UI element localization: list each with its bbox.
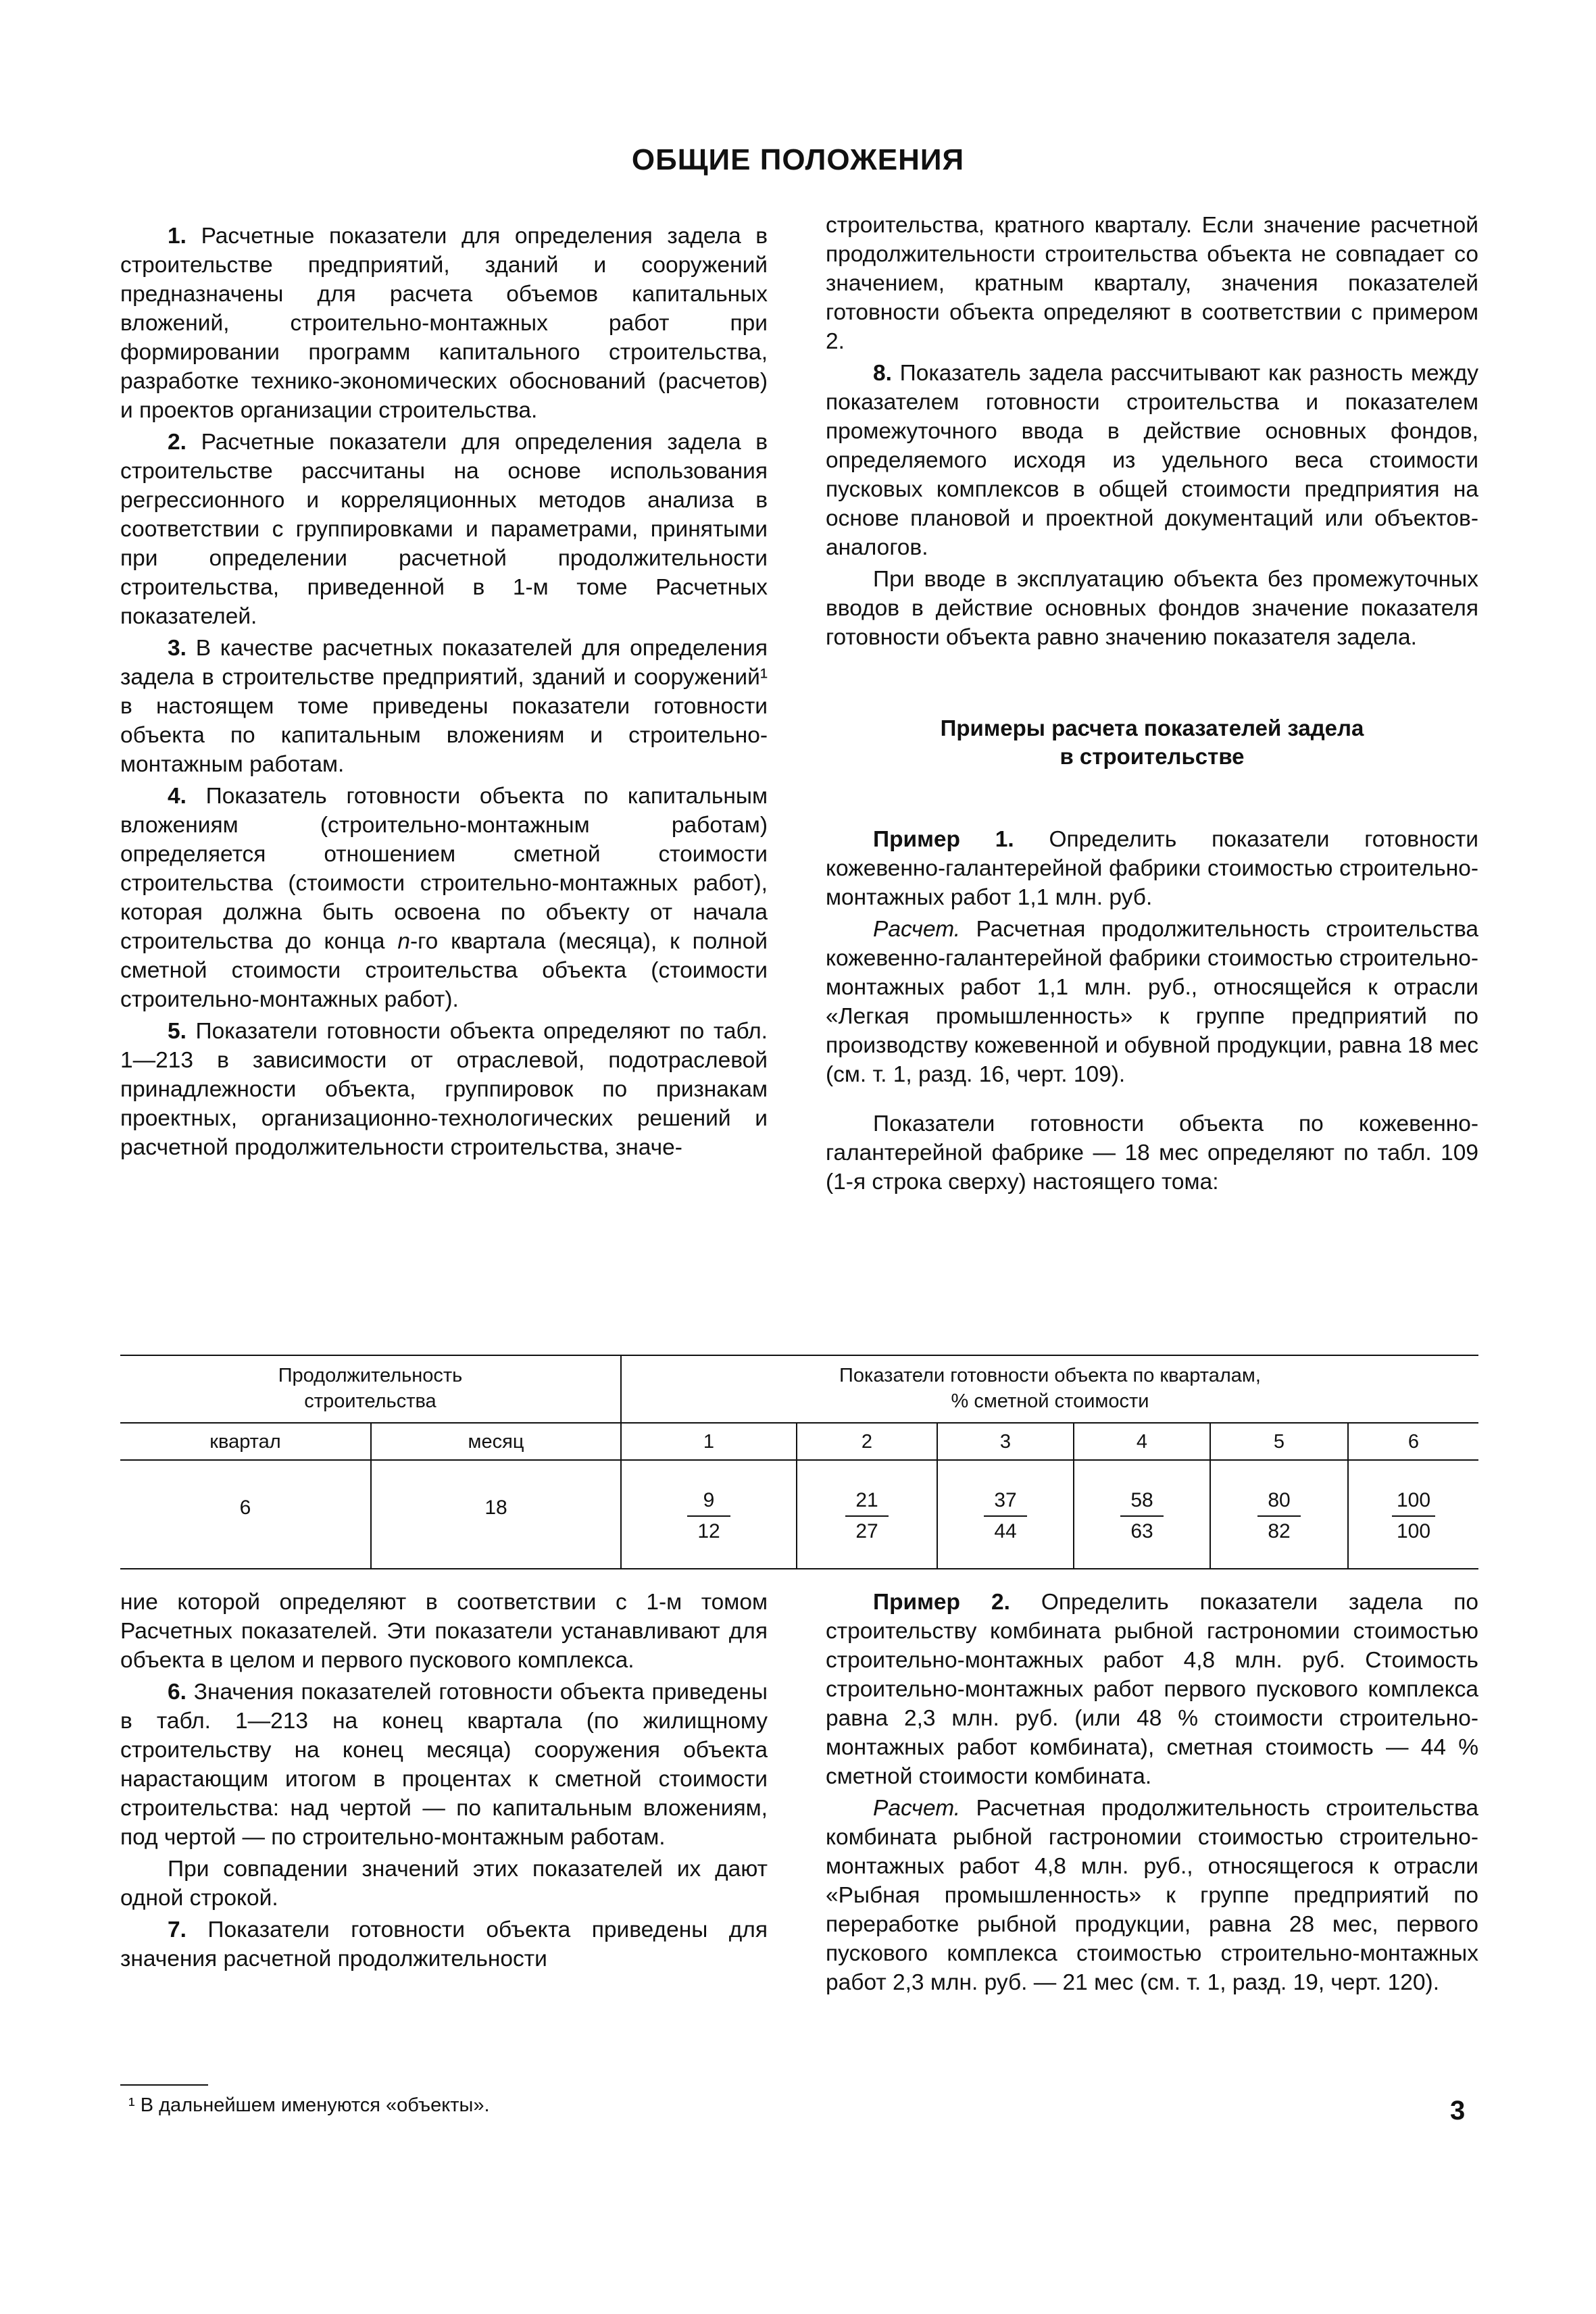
header-q3: 3 [999, 1431, 1012, 1453]
cell-q6: 100 100 [1373, 1488, 1454, 1544]
cell-quarter: 6 [239, 1496, 251, 1519]
paragraph-5: 5. Показатели готовности объекта определяют по табл. 1—213 в зависимости от отраслевой, подотраслевой принадлежности объекта, группировок по признакам проектных, организационно-технологических решений и расчетной продолжительности строительства, значе- [120, 1019, 768, 1160]
paragraph-3: 3. В качестве расчетных показателей для определения задела в строительстве предприятий, зданий и сооружений¹ в настоящем томе приведены показатели готовности объекта по капитальным вложениям и строительно-монтажным работам. [120, 636, 768, 777]
examples-heading: Примеры расчета показателей задела в строительстве [940, 715, 1364, 769]
paragraph-no-intermediate: При вводе в эксплуатацию объекта без промежуточных вводов в действие основных фондов значение показателя готовности объекта равно значению показателя задела. [826, 567, 1478, 650]
header-q5: 5 [1273, 1431, 1285, 1453]
right-column-bottom [826, 1588, 1478, 2000]
cell-q3: 37 44 [965, 1488, 1046, 1544]
cell-q5: 80 82 [1239, 1488, 1320, 1544]
header-duration: Продолжительность строительства [278, 1365, 463, 1412]
header-month: месяц [468, 1431, 524, 1453]
left-column-bottom [120, 1588, 768, 1976]
left-column-top [120, 222, 768, 1165]
paragraph-5-continued: ние которой определяют в соответствии с 1-м томом Расчетных показателей. Эти показатели устанавливают для объекта в целом и первого пускового комплекса. [120, 1590, 768, 1673]
cell-q1: 9 12 [668, 1488, 749, 1544]
paragraph-1: 1. Расчетные показатели для определения задела в строительстве предприятий, зданий и сооружений предназначены для расчета объемов капитальных вложений, строительно-монтажных работ при формировании программ капитального строительства, разработке технико-экономических обоснований (расчетов) и проектов организации строительства. [120, 224, 768, 423]
paragraph-6: 6. Значения показателей готовности объекта приведены в табл. 1—213 на конец квартала (по жилищному строительству на конец месяца) сооружения объекта нарастающим итогом в процентах к сметной стоимости строительства: над чертой — по капитальным вложениям, под чертой — по строительно-монтажным работам. [120, 1680, 768, 1850]
header-q4: 4 [1136, 1431, 1148, 1453]
header-q2: 2 [861, 1431, 873, 1453]
example-2: Пример 2. Определить показатели задела по строительству комбината рыбной гастрономии стоимостью строительно-монтажных работ 4,8 млн. руб. Стоимость строительно-монтажных работ первого пускового комплекса равна 2,3 млн. руб. (или 48 % стоимости строительно-монтажных работ комбината), сметная стоимость — 44 % сметной стоимости комбината. [826, 1590, 1478, 1789]
right-column-top [826, 211, 1478, 1199]
footnote: ¹ В дальнейшем именуются «объекты». [128, 2094, 490, 2116]
example-1: Пример 1. Определить показатели готовности кожевенно-галантерейной фабрики стоимостью строительно-монтажных работ 1,1 млн. руб. [826, 827, 1478, 910]
header-q6: 6 [1407, 1431, 1420, 1453]
cell-q4: 58 63 [1101, 1488, 1182, 1544]
page-title: ОБЩИЕ ПОЛОЖЕНИЯ [631, 143, 965, 176]
paragraph-2: 2. Расчетные показатели для определения задела в строительстве рассчитаны на основе использования регрессионного и корреляционных методов анализа в соответствии с группировками и параметрами, принятыми при определении расчетной продолжительности строительства, приведенной в 1-м томе Расчетных показателей. [120, 430, 768, 629]
paragraph-match: При совпадении значений этих показателей их дают одной строкой. [120, 1857, 768, 1911]
readiness-table [120, 1355, 1478, 1569]
cell-month: 18 [484, 1496, 507, 1519]
cell-q2: 21 27 [826, 1488, 907, 1544]
paragraph-4: 4. Показатель готовности объекта по капитальным вложениям (строительно-монтажным работам) определяется отношением сметной стоимости строительства (стоимости строительно-монтажных работ), которая должна быть освоена по объекту от начала строительства до конца n-го квартала (месяца), к полной сметной стоимости строительства объекта (стоимости строительно-монтажных работ). [120, 784, 768, 1012]
header-quarter: квартал [209, 1431, 281, 1453]
table-intro: Показатели готовности объекта по кожевенно-галантерейной фабрике — 18 мес определяют по табл. 109 (1-я строка сверху) настоящего тома: [826, 1111, 1478, 1194]
calculation-1: Расчет. Расчетная продолжительность строительства кожевенно-галантерейной фабрики стоимостью строительно-монтажных работ 1,1 млн. руб., относящейся к отрасли «Легкая промышленность» к группе предприятий по производству кожевенной и обувной продукции, равна 18 мес (см. т. 1, разд. 16, черт. 109). [826, 917, 1478, 1087]
paragraph-8: 8. Показатель задела рассчитывают как разность между показателем готовности строительства и показателем промежуточного ввода в действие основных фондов, определяемого исходя из удельного веса стоимости пусковых комплексов в общей стоимости предприятия на основе плановой и проектной документаций или объектов-аналогов. [826, 361, 1478, 560]
footnote-rule [120, 2084, 208, 2086]
paragraph-7: 7. Показатели готовности объекта приведены для значения расчетной продолжительности [120, 1917, 768, 1971]
header-readiness: Показатели готовности объекта по кварталам, % сметной стоимости [839, 1365, 1261, 1412]
header-q1: 1 [703, 1431, 715, 1453]
page-number: 3 [1450, 2096, 1466, 2126]
calculation-2: Расчет. Расчетная продолжительность строительства комбината рыбной гастрономии стоимостью строительно-монтажных работ 4,8 млн. руб., относящегося к отрасли «Рыбная промышленность» к группе предприятий по переработке рыбной продукции, равна 28 мес, первого пускового комплекса стоимостью строительно-монтажных работ 2,3 млн. руб. — 21 мес (см. т. 1, разд. 19, черт. 120). [826, 1796, 1478, 1995]
paragraph-7-continued: строительства, кратного кварталу. Если значение расчетной продолжительности строительства объекта не совпадает со значением, кратным кварталу, значения показателей готовности объекта определяют в соответствии с примером 2. [826, 213, 1478, 354]
